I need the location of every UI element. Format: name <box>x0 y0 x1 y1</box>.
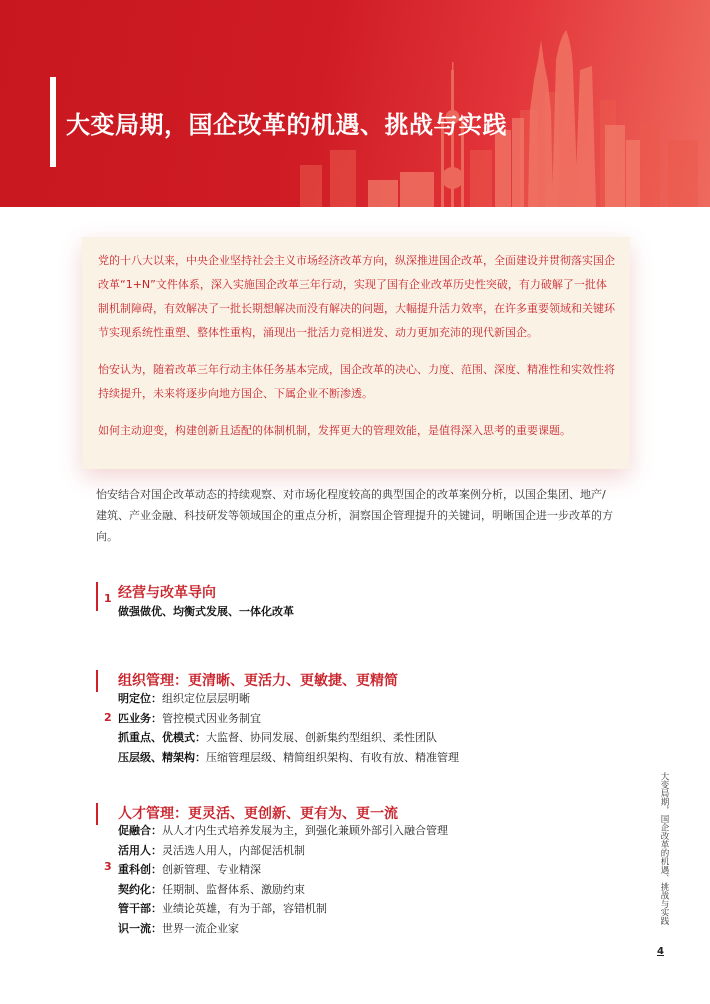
section-heading: 经营与改革导向 <box>118 585 216 601</box>
section-rows <box>118 689 459 767</box>
row-key: 促融合： <box>118 824 162 837</box>
row-key: 压层级、精架构： <box>118 750 206 764</box>
summary-paragraph: 怡安结合对国企改革动态的持续观察、对市场化程度较高的典型国企的改革案例分析，以国企集团、地产/建筑、产业金融、科技研发等领域国企的重点分析，洞察国企管理提升的关键词，明晰国企进一步改革的方向。 <box>96 488 613 543</box>
row-value: 世界一流企业家 <box>162 921 239 935</box>
list-item <box>118 860 448 880</box>
section-subtitle: 做强做优、均衡式发展、一体化改革 <box>118 605 294 618</box>
header-banner <box>0 0 710 207</box>
section-3 <box>96 803 556 933</box>
row-value: 压缩管理层级、精简组织架构、有收有放、精准管理 <box>206 750 459 764</box>
section-1 <box>96 582 556 618</box>
side-running-title: 大变局期，国企改革的机遇、挑战与实践 <box>659 772 669 925</box>
section-accent-line <box>96 670 98 692</box>
section-accent-line <box>96 582 98 611</box>
section-number: 3 <box>104 860 112 873</box>
list-item <box>118 728 459 748</box>
row-value: 大监督、协同发展、创新集约型组织、柔性团队 <box>206 731 437 744</box>
city-skyline-illustration <box>0 0 710 207</box>
row-key: 识一流： <box>118 921 162 935</box>
row-key: 契约化： <box>118 882 162 896</box>
row-value: 灵活选人用人，内部促活机制 <box>162 843 305 857</box>
row-key: 明定位： <box>118 692 162 705</box>
section-accent-line <box>96 803 98 825</box>
section-rows <box>118 821 448 938</box>
row-value: 业绩论英雄，有为于部，容错机制 <box>162 902 327 915</box>
list-item <box>118 841 448 861</box>
row-key: 重科创： <box>118 863 162 876</box>
row-value: 创新管理、专业精深 <box>162 863 261 876</box>
page-number: 4 <box>657 946 664 957</box>
list-item <box>118 821 448 841</box>
row-value: 从人才内生式培养发展为主，到强化兼顾外部引入融合管理 <box>162 824 448 837</box>
row-key: 活用人： <box>118 843 162 857</box>
title-accent-bar <box>50 77 56 167</box>
list-item <box>118 709 459 729</box>
section-heading: 人才管理：更灵活、更创新、更有为、更一流 <box>118 806 398 822</box>
section-heading: 组织管理：更清晰、更活力、更敏捷、更精简 <box>118 673 398 689</box>
intro-paragraph: 党的十八大以来，中央企业坚持社会主义市场经济改革方向，纵深推进国企改革，全面建设并贯彻落实国企改革“1+N”文件体系，深入实施国企改革三年行动，实现了国有企业改革历史性突破，有力破解了一批体制机制障碍，有效解决了一批长期想解决而没有解决的问题，大幅提升活力效率，在许多重要领域和关键环节实现系统性重塑、整体性重构，涌现出一批活力竞相迸发、动力更加充沛的现代新国企。 <box>98 254 615 339</box>
page-title: 大变局期，国企改革的机遇、挑战与实践 <box>66 111 507 139</box>
section-2 <box>96 670 556 770</box>
intro-paragraph: 如何主动迎变，构建创新且适配的体制机制，发挥更大的管理效能，是值得深入思考的重要课题。 <box>98 424 571 437</box>
list-item <box>118 880 448 900</box>
intro-callout <box>82 237 630 469</box>
row-value: 任期制、监督体系、激励约束 <box>162 882 305 896</box>
row-value: 管控模式因业务制宜 <box>162 711 261 725</box>
intro-paragraph: 怡安认为，随着改革三年行动主体任务基本完成，国企改革的决心、力度、范围、深度、精准性和实效性将持续提升，未来将逐步向地方国企、下属企业不断渗透。 <box>98 363 615 400</box>
row-key: 管干部： <box>118 902 162 915</box>
section-number: 2 <box>104 711 112 724</box>
list-item <box>118 919 448 939</box>
list-item <box>118 899 448 919</box>
section-number: 1 <box>104 592 112 605</box>
row-key: 匹业务： <box>118 711 162 725</box>
row-key: 抓重点、优模式： <box>118 731 206 744</box>
row-value: 组织定位层层明晰 <box>162 692 250 705</box>
list-item <box>118 748 459 768</box>
list-item <box>118 689 459 709</box>
